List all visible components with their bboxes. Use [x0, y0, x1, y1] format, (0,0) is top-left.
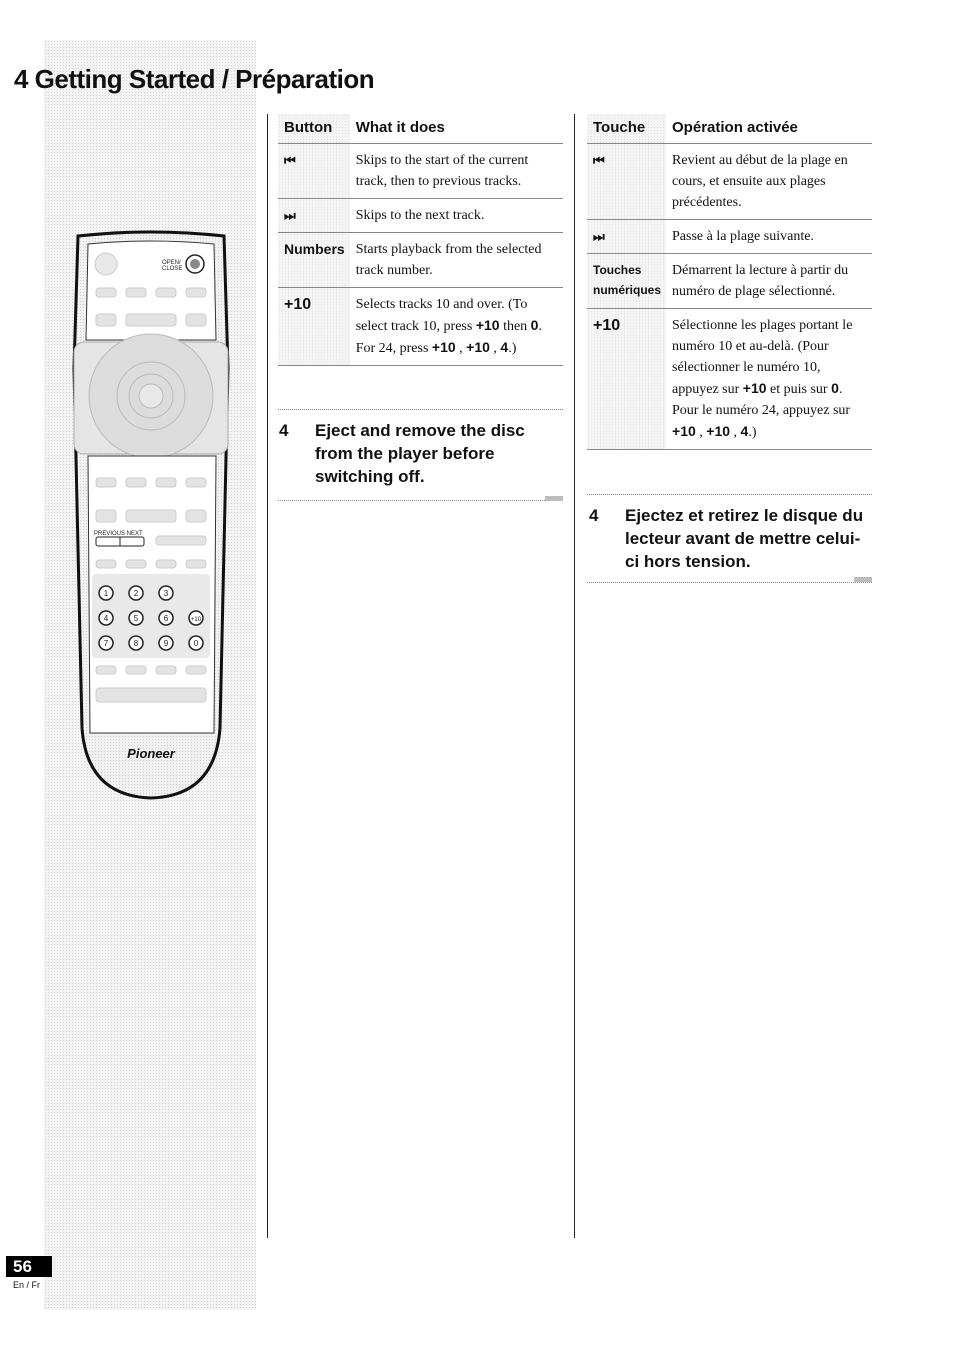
table-row	[278, 144, 563, 199]
table-row	[587, 254, 872, 309]
table-row	[587, 309, 872, 450]
key-2: 2	[133, 589, 139, 598]
column-rule-right	[574, 114, 575, 1238]
row-description: Skips to the start of the current track, then to previous tracks.	[350, 144, 563, 199]
key-5: 5	[133, 614, 139, 623]
divider	[587, 582, 872, 583]
previous-track-icon: ⏮	[284, 153, 294, 168]
row-description: Sélectionne les plages portant le numéro 10 et au-delà. (Pour sélectionner le numéro 10, appuyez sur +10 et puis sur 0. Pour le numéro 24, appuyez sur +10 , +10 , 4.)	[666, 309, 872, 450]
next-track-icon: ⏭	[284, 208, 294, 223]
step-number: 4	[589, 506, 599, 525]
row-description: Selects tracks 10 and over. (To select track 10, press +10 then 0. For 24, press +10 , +10 , 4.)	[350, 288, 563, 366]
column-rule-left	[267, 114, 268, 1238]
header-touche: Touche	[587, 114, 666, 144]
key-plus10: +10	[190, 617, 202, 623]
row-description: Skips to the next track.	[350, 199, 563, 233]
table-row	[278, 288, 563, 366]
row-description: Démarrent la lecture à partir du numéro de plage sélectionné.	[666, 254, 872, 309]
french-button-table	[587, 114, 872, 450]
step-text: Ejectez et retirez le disque du lecteur avant de mettre celui-ci hors tension.	[625, 506, 864, 571]
row-description: Passe à la plage suivante.	[666, 220, 872, 254]
key-8: 8	[133, 639, 139, 648]
step-eject-en	[279, 419, 549, 488]
divider	[278, 500, 563, 501]
table-row	[587, 144, 872, 220]
previous-next-label: PREVIOUS NEXT	[94, 531, 143, 537]
table-row	[278, 199, 563, 233]
key-6: 6	[163, 614, 169, 623]
round-button-icon	[95, 253, 117, 275]
key-3: 3	[163, 589, 169, 598]
table-row	[278, 233, 563, 288]
close-label: CLOSE	[162, 266, 183, 272]
end-marker	[854, 577, 872, 582]
key-9: 9	[163, 639, 169, 648]
next-track-icon: ⏭	[593, 229, 603, 244]
brand-logo: Pioneer	[127, 746, 175, 761]
row-description: Revient au début de la plage en cours, et ensuite aux plages précédentes.	[666, 144, 872, 220]
step-number: 4	[279, 421, 289, 440]
previous-track-icon: ⏮	[593, 153, 603, 168]
key-4: 4	[103, 614, 109, 623]
remote-control-illustration	[70, 228, 232, 803]
page-number: 56	[6, 1256, 52, 1277]
open-label: OPEN/	[162, 260, 181, 266]
header-operation: Opération activée	[666, 114, 872, 144]
language-label: En / Fr	[13, 1280, 41, 1290]
step-eject-fr	[589, 504, 869, 573]
english-button-table	[278, 114, 563, 366]
key-7: 7	[103, 639, 109, 648]
touches-numeriques-key: Touches numériques	[587, 254, 666, 309]
header-button: Button	[278, 114, 350, 144]
plus10-key: +10	[587, 309, 666, 450]
numbers-key: Numbers	[278, 233, 350, 288]
plus10-key: +10	[278, 288, 350, 366]
divider	[278, 409, 563, 410]
divider	[587, 494, 872, 495]
page-title: 4 Getting Started / Préparation	[14, 64, 375, 94]
key-0: 0	[193, 639, 199, 648]
end-marker	[545, 496, 563, 501]
row-description: Starts playback from the selected track number.	[350, 233, 563, 288]
header-what-it-does: What it does	[350, 114, 563, 144]
step-text: Eject and remove the disc from the player before switching off.	[315, 421, 525, 486]
key-1: 1	[103, 589, 109, 598]
table-row	[587, 220, 872, 254]
